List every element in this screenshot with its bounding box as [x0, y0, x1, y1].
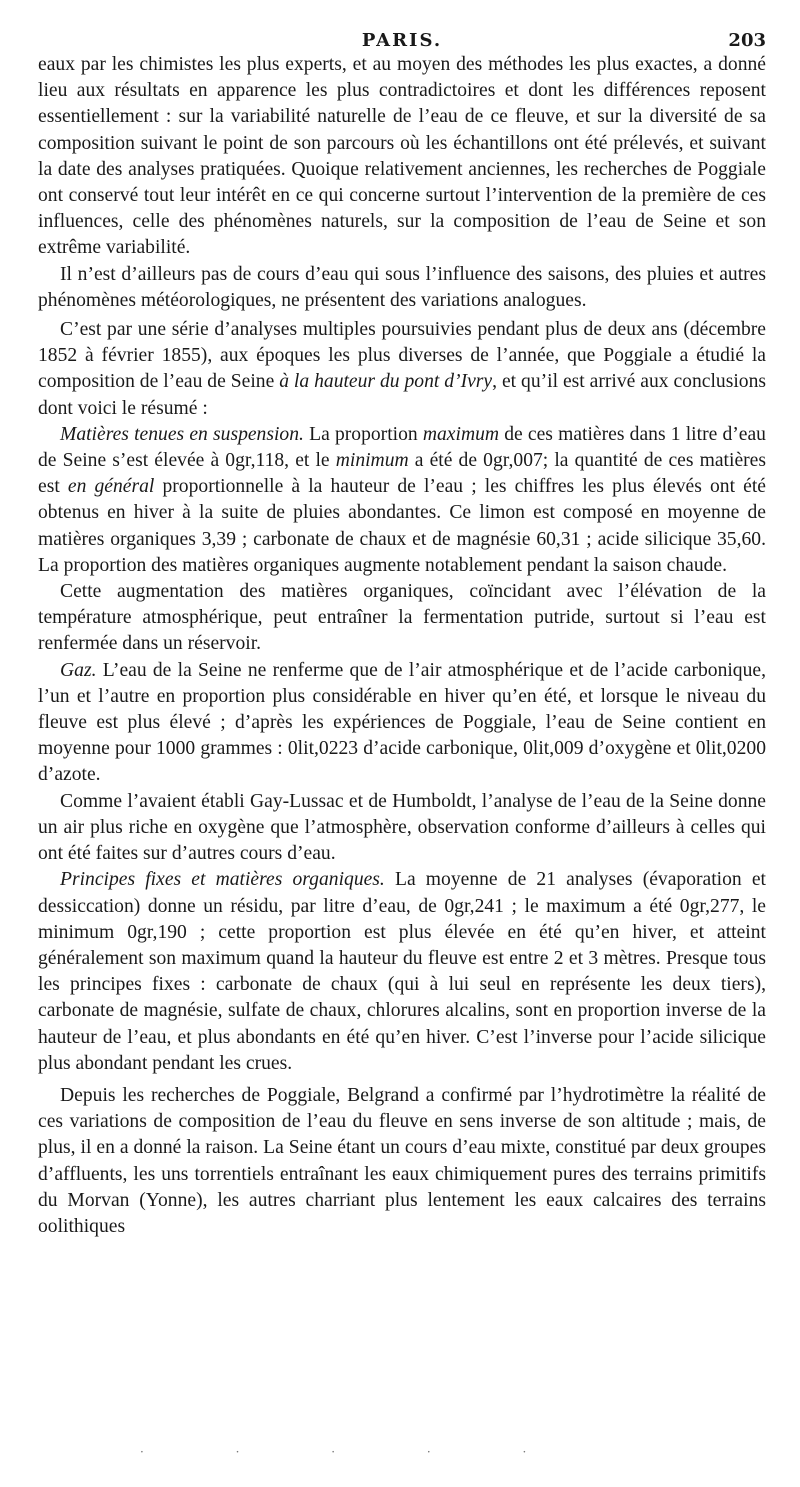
text-run: Il n’est d’ailleurs pas de cours d’eau qui sous l’influence des saisons, des pluies et autres phénomènes météorologiques, ne présentent des variations analogues.: [38, 263, 766, 311]
paragraph-suspended-matter: [38, 422, 766, 579]
paragraph-continuation: [38, 52, 766, 262]
section-heading-italic: Principes fixes et matières organiques.: [60, 869, 385, 891]
text-run: La moyenne de 21 analyses (évaporation et dessiccation) donne un résidu, par litre d’eau, de 0gr,241 ; le maximum a été 0gr,277, le minimum 0gr,190 ; cette proportion est plus élevée en été qu’en hiver, et atteint généralement son maximum quand la hauteur du fleuve est entre 2 et 3 mètres. Presque tous les principes fixes : carbonate de chaux (qui à lui seul en représente les deux tiers), carbonate de magnésie, sulfate de chaux, chlorures alcalins, sont en proportion inverse de la hauteur de l’eau, et plus abondants en été qu’en hiver. C’est l’inverse pour l’acide silicique plus abondant pendant les crues.: [38, 869, 766, 1074]
paragraph-gay-lussac: [38, 789, 766, 868]
section-heading-italic: Gaz.: [60, 659, 97, 681]
text-run: Depuis les recherches de Poggiale, Belgrand a confirmé par l’hydrotimètre la réalité de ces variations de composition de l’eau du fleuve en sens inverse de son altitude ; mais, de plus, il en a donné la raison. La Seine étant un cours d’eau mixte, constitué par deux groupes d’affluents, les uns torrentiels entraînant les eaux chimiquement pures des terrains primitifs du Morvan (Yonne), les autres charriant plus lentement les eaux calcaires des terrains oolithiques: [38, 1084, 766, 1237]
text-run: La proportion: [303, 423, 423, 445]
text-run: proportionnelle à la hauteur de l’eau ; les chiffres les plus élevés ont été obtenus en hiver à la suite de pluies abondantes. Ce limon est composé en moyenne de matières organiques 3,39 ; carbonate de chaux et de magnésie 60,31 ; acide silicique 35,60. La proportion des matières organiques augmente notablement pendant la saison chaude.: [38, 476, 766, 576]
italic-run: en général: [67, 476, 155, 498]
italic-run: à la hauteur du pont d’Ivry: [279, 371, 493, 393]
paragraph-gases: [38, 658, 766, 789]
paragraph-fixed-principles: [38, 867, 766, 1077]
text-run: a été de 0gr,007; la quantité de ces matières est: [38, 450, 766, 498]
paragraph-organic-increase: [38, 579, 766, 658]
running-head: [38, 0, 766, 52]
text-run: , et qu’il est arrivé aux conclusions dont voici le résumé :: [38, 371, 766, 419]
book-page: [38, 0, 766, 1240]
running-title: PARIS.: [361, 30, 443, 51]
text-run: de ces matières dans 1 litre d’eau de Seine s’est élevée à 0gr,118, et le: [38, 423, 766, 472]
scan-specks: · · · · ·: [140, 1445, 571, 1459]
text-run: Cette augmentation des matières organiques, coïncidant avec l’élévation de la température atmosphérique, peut entraîner la fermentation putride, surtout si l’eau est renfermée dans un réservoir.: [38, 581, 766, 655]
page-number: 203: [728, 30, 766, 51]
text-run: C’est par une série d’analyses multiples poursuivies pendant plus de deux ans (décembre 1852 à février 1855), aux époques les plus diverses de l’année, que Poggiale a étudié la composition de l’eau de Seine: [38, 319, 766, 393]
text-run: Comme l’avaient établi Gay-Lussac et de Humboldt, l’analyse de l’eau de la Seine donne un air plus riche en oxygène que l’atmosphère, observation conforme d’ailleurs à celles qui ont été faites sur d’autres cours d’eau.: [38, 790, 766, 865]
paragraph-belgrand: [38, 1083, 766, 1240]
italic-run: minimum: [335, 450, 409, 472]
section-heading-italic: Matières tenues en suspension.: [60, 423, 304, 445]
text-run: L’eau de la Seine ne renferme que de l’air atmosphérique et de l’acide carbonique, l’un et l’autre en proportion plus considérable en hiver qu’en été, et lorsque le niveau du fleuve est plus élevé ; d’après les expériences de Poggiale, l’eau de Seine contient en moyenne pour 1000 grammes : 0lit,0223 d’acide carbonique, 0lit,009 d’oxygène et 0lit,0200 d’azote.: [38, 659, 766, 786]
text-run: eaux par les chimistes les plus experts, et au moyen des méthodes les plus exactes, a donné lieu aux résultats en apparence les plus contradictoires et dont les différences reposent essentiellement : sur la variabilité naturelle de l’eau de ce fleuve, et sur la diversité de sa composition suivant le point de son parcours où les échantillons ont été prélevés, et suivant la date des analyses pratiquées. Quoique relativement anciennes, les recherches de Poggiale ont conservé tout leur intérêt en ce qui concerne surtout l’intervention de la première de ces influences, celle des phénomènes naturels, sur la composition de l’eau de Seine et son extrême variabilité.: [38, 54, 766, 259]
body-text: [38, 52, 766, 1240]
paragraph-seasons: [38, 262, 766, 314]
italic-run: maximum: [422, 423, 500, 445]
paragraph-poggiale-study: [38, 317, 766, 422]
